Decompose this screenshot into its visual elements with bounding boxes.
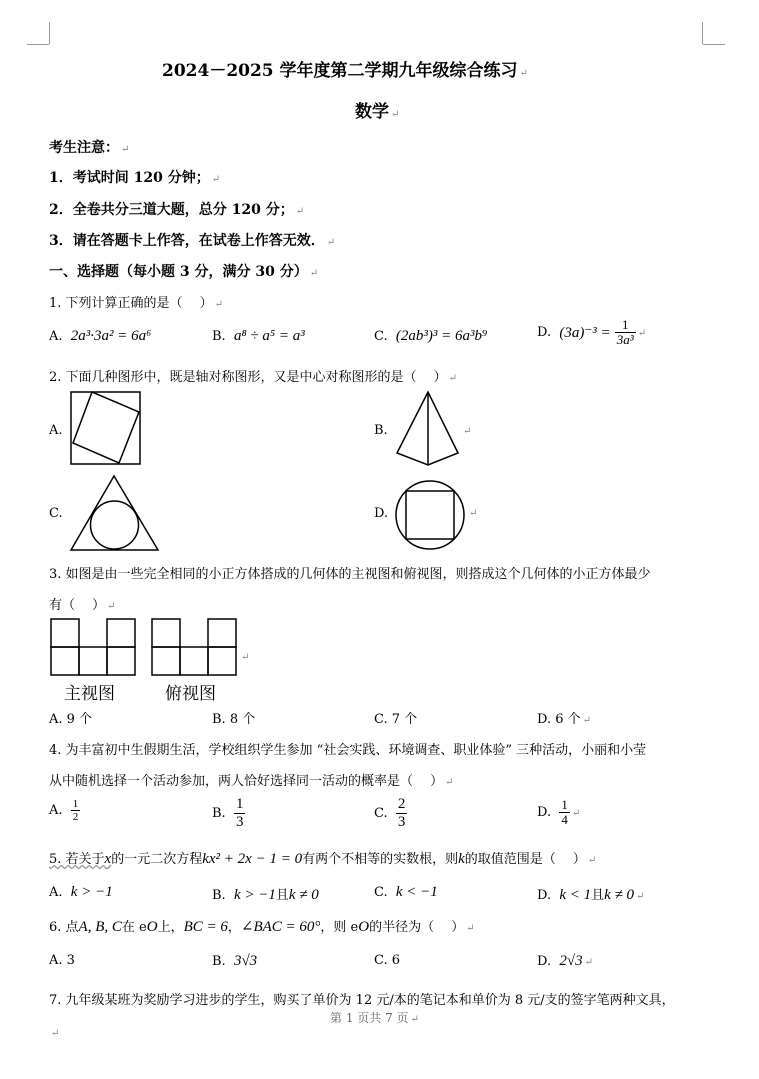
- q3-option-c: C. 7 个: [374, 712, 418, 727]
- q5-option-b: B. k > −1且k ≠ 0: [212, 887, 319, 903]
- q3-option-a: A. 9 个: [49, 712, 93, 727]
- paragraph-mark-icon: ↵: [51, 1028, 60, 1039]
- q5-equation: kx² + 2x − 1 = 0: [202, 851, 303, 867]
- q1-d-fraction: $\frac{1}{\text{3a³}}$: [616, 317, 634, 347]
- q2-option-a-label: A.: [49, 423, 63, 438]
- q5-option-a: A. k > −1: [49, 884, 113, 900]
- q5-option-c: C. k < −1: [374, 884, 438, 900]
- q1-option-c: C. (2ab³)³ = 6a³b⁹: [374, 328, 488, 344]
- q6-option-c: C. 6: [374, 953, 401, 968]
- q2-figure-square-in-circle: [394, 479, 466, 551]
- q2-stem: 2. 下面几种图形中，既是轴对称图形，又是中心对称图形的是（ ） ↵: [49, 370, 458, 385]
- q5-stem: 5. 若关于x的一元二次方程kx² + 2x − 1 = 0有两个不相等的实数根，则k的取值范围是（ ） ↵: [49, 851, 597, 867]
- q6-stem: 6. 点A, B, C在 eO上，BC = 6，∠BAC = 60°，则 eO的半径为（ ） ↵: [49, 919, 475, 935]
- q6-option-b: B. 3√3: [212, 953, 258, 969]
- q5-option-d: D. k < 1且k ≠ 0 ↵: [537, 887, 645, 903]
- notice-item-1: 1．考试时间 120 分钟； ↵: [49, 170, 221, 186]
- q1-stem: 1. 下列计算正确的是（ ） ↵: [49, 296, 224, 311]
- q3-option-d: D. 6 个 ↵: [537, 712, 592, 727]
- q3-stem-line2: 有（ ） ↵: [49, 598, 116, 613]
- q3-front-view-label: 主视图: [64, 684, 115, 704]
- q6-option-a: A. 3: [49, 953, 75, 968]
- q4-stem-line1: 4. 为丰富初中生假期生活，学校组织学生参加 “社会实践、环境调查、职业体验” 三种活动，小丽和小莹: [49, 743, 647, 758]
- q3-option-b: B. 8 个: [212, 712, 256, 727]
- q1-a-math: 2a³·3a² = 6a⁶: [70, 328, 152, 344]
- q2-option-b-label: B.: [374, 423, 388, 438]
- q3-top-view-label: 俯视图: [165, 684, 216, 704]
- q7-stem: 7. 九年级某班为奖励学习进步的学生，购买了单价为 12 元/本的笔记本和单价为 8 元/支的签字笔两种文具，: [49, 993, 675, 1008]
- paragraph-mark-icon: ↵: [469, 508, 478, 519]
- q6-option-d: D. 2√3 ↵: [537, 953, 593, 969]
- q3-top-view: [151, 618, 241, 678]
- q2-option-c-label: C.: [49, 506, 63, 521]
- q4-option-b: B. $\frac{1}{3}$: [212, 796, 244, 830]
- subject-text: 数学: [355, 102, 389, 122]
- notice-item-2: 2．全卷共分三道大题，总分 120 分； ↵: [49, 202, 305, 218]
- q2-option-d-label: D.: [374, 506, 389, 521]
- page-footer: 第 1 页共 7 页 ↵: [330, 1011, 419, 1025]
- exam-title: [162, 56, 528, 81]
- crop-mark-top-right-h: [703, 44, 725, 45]
- q1-b-math: a⁸ ÷ a⁵ = a³: [233, 328, 305, 344]
- section-heading-choice: 一、选择题（每小题 3 分，满分 30 分） ↵: [49, 264, 319, 280]
- q4-option-c: C. $\frac{2}{3}$: [374, 796, 406, 830]
- paragraph-mark-icon: ↵: [241, 652, 250, 663]
- q1-d-lhs: (3a)⁻³ =: [559, 325, 611, 341]
- q1-option-a: A. 2a³·3a² = 6a⁶: [49, 328, 152, 344]
- notice-heading: 考生注意： ↵: [49, 140, 130, 156]
- paragraph-mark-icon: ↵: [519, 68, 528, 79]
- q2-figure-circle-in-triangle: [70, 475, 160, 552]
- crop-mark-top-left-h: [27, 44, 49, 45]
- q2-figure-pyramid: [396, 391, 460, 467]
- q4-option-a: A. $\frac{1}{2}$: [49, 798, 79, 823]
- crop-mark-top-left-v: [49, 22, 50, 44]
- q3-front-view: [50, 618, 140, 678]
- exam-title-text: 2024－2025 学年度第二学期九年级综合练习: [162, 61, 518, 81]
- paragraph-mark-icon: ↵: [463, 426, 472, 437]
- subject-title: [355, 97, 399, 122]
- q1-option-d: D. (3a)⁻³ = $\frac{1}{\text{3a³}}$ ↵: [537, 317, 647, 347]
- q4-option-d: D. $\frac{1}{4}$ ↵: [537, 797, 581, 827]
- q1-option-b: B. a⁸ ÷ a⁵ = a³: [212, 328, 305, 344]
- q2-figure-square-in-square: [70, 391, 142, 465]
- paragraph-mark-icon: ↵: [391, 109, 400, 120]
- q4-stem-line2: 从中随机选择一个活动参加，两人恰好选择同一活动的概率是（ ） ↵: [49, 774, 454, 789]
- crop-mark-top-right-v: [702, 22, 703, 44]
- q1-c-math: (2ab³)³ = 6a³b⁹: [395, 328, 488, 344]
- notice-item-3: 3．请在答题卡上作答，在试卷上作答无效． ↵: [49, 233, 336, 249]
- q3-stem-line1: 3. 如图是由一些完全相同的小正方体搭成的几何体的主视图和俯视图，则搭成这个几何体的小正方体最少: [49, 567, 651, 582]
